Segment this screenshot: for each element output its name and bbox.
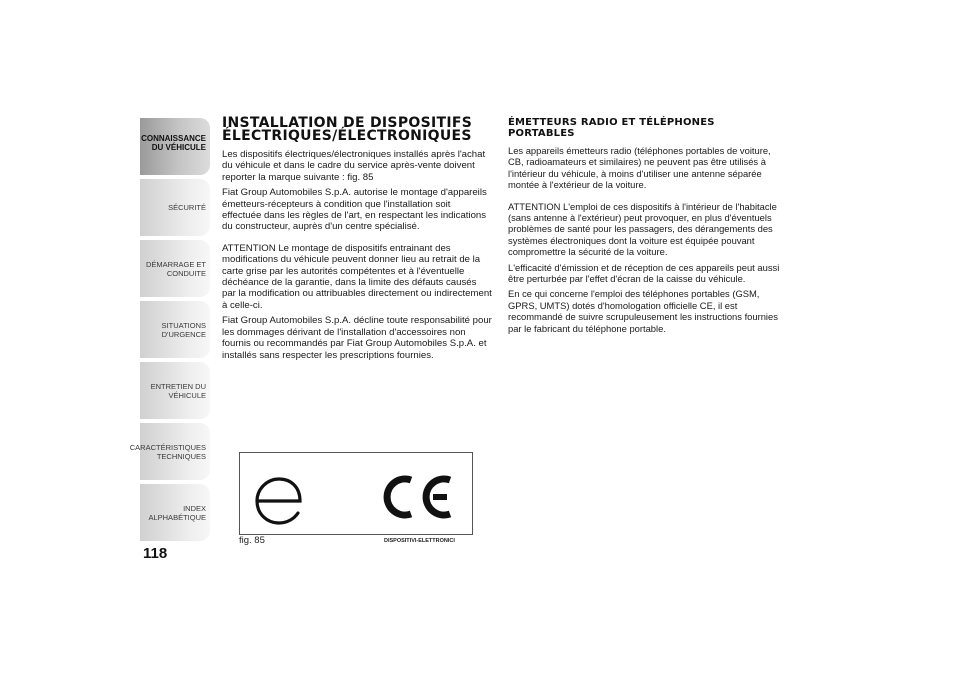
section-title: INSTALLATION DE DISPOSITIFS ÉLECTRIQUES/ÉLECTRONIQUES — [222, 115, 473, 144]
certification-marks — [240, 453, 472, 534]
tab-index-alphabetique[interactable] — [140, 484, 210, 541]
figure-caption: fig. 85 — [239, 535, 265, 546]
figure-85 — [239, 452, 473, 535]
paragraph: ATTENTION Le montage de dispositifs entrainant des modifications du véhicule peuvent donner lieu au retrait de la carte grise par les autorités compétentes et à l'éventuelle déchéance de la garantie, dans la limite des défauts causés par la modification ou attribuables directement ou indirectement à celle-ci. — [222, 242, 492, 311]
tab-connaissance-du-vehicule[interactable] — [140, 118, 210, 175]
section-radio-emitters — [508, 117, 783, 338]
paragraph: L'efficacité d'émission et de réception de ces appareils peut aussi être perturbée par l'effet d'écran de la caisse du véhicule. — [508, 261, 780, 285]
tab-situations-d-urgence[interactable] — [140, 301, 210, 358]
paragraph: Les appareils émetteurs radio (téléphones portables de voiture, CB, radioamateurs et similaires) ne peuvent pas être utilisés à l'intérieur du véhicule, à moins d'utiliser une antenne séparée montée à l'extérieur de la voiture. — [508, 145, 771, 191]
paragraph: Les dispositifs électriques/électroniques installés après l'achat du véhicule et dans le cadre du service après-vente doivent reporter la marque suivante : fig. 85 — [222, 149, 486, 183]
ce-mark-icon — [387, 479, 450, 515]
tab-label: SÉCURITÉ — [168, 203, 206, 212]
tab-entretien-du-vehicule[interactable] — [140, 362, 210, 419]
tab-demarrage-et-conduite[interactable] — [140, 240, 210, 297]
tab-label: DÉMARRAGE ET CONDUITE — [145, 260, 206, 278]
chapter-sidebar — [129, 118, 210, 545]
e-mark-icon — [257, 479, 300, 523]
tab-label: SITUATIONS D'URGENCE — [161, 321, 206, 339]
paragraph: Fiat Group Automobiles S.p.A. autorise le montage d'appareils émetteurs-récepteurs à condition que l'installation soit effectuée dans les règles de l'art, en respectant les indications du constructeur, auprès d'un centre spécialisé. — [222, 187, 487, 233]
tab-label: CONNAISSANCE DU VÉHICULE — [141, 134, 206, 152]
paragraph: En ce qui concerne l'emploi des téléphones portables (GSM, GPRS, UMTS) dotés d'homologation officielle CE, il est recommandé de suivre scrupuleusement les instructions fournies par le fabricant du téléphone portable. — [508, 288, 778, 334]
tab-label: ENTRETIEN DU VÉHICULE — [150, 382, 206, 400]
figure-code: DISPOSITIVI-ELETTRONICI — [384, 538, 455, 544]
tab-label: INDEX ALPHABÉTIQUE — [148, 504, 206, 522]
paragraph: ATTENTION L'emploi de ces dispositifs à l'intérieur de l'habitacle (sans antenne à l'extérieur) peut provoquer, en plus d'éventuels problèmes de santé pour les passagers, des dérangements des systèmes électroniques dont la voiture est équipée pouvant compromettre la sécurité de la voiture. — [508, 200, 777, 258]
tab-caracteristiques-techniques[interactable] — [129, 423, 210, 480]
page-number: 118 — [143, 545, 168, 562]
tab-securite[interactable] — [140, 179, 210, 236]
section-installation — [222, 117, 492, 365]
paragraph: Fiat Group Automobiles S.p.A. décline toute responsabilité pour les dommages dérivant de l'installation d'accessoires non fournis ou recommandés par Fiat Group Automobiles S.p.A. et installés sans respecter les prescriptions fournies. — [222, 315, 492, 361]
section-title: ÉMETTEURS RADIO ET TÉLÉPHONES PORTABLES — [508, 117, 715, 139]
tab-label: CARACTÉRISTIQUES TECHNIQUES — [129, 443, 206, 461]
